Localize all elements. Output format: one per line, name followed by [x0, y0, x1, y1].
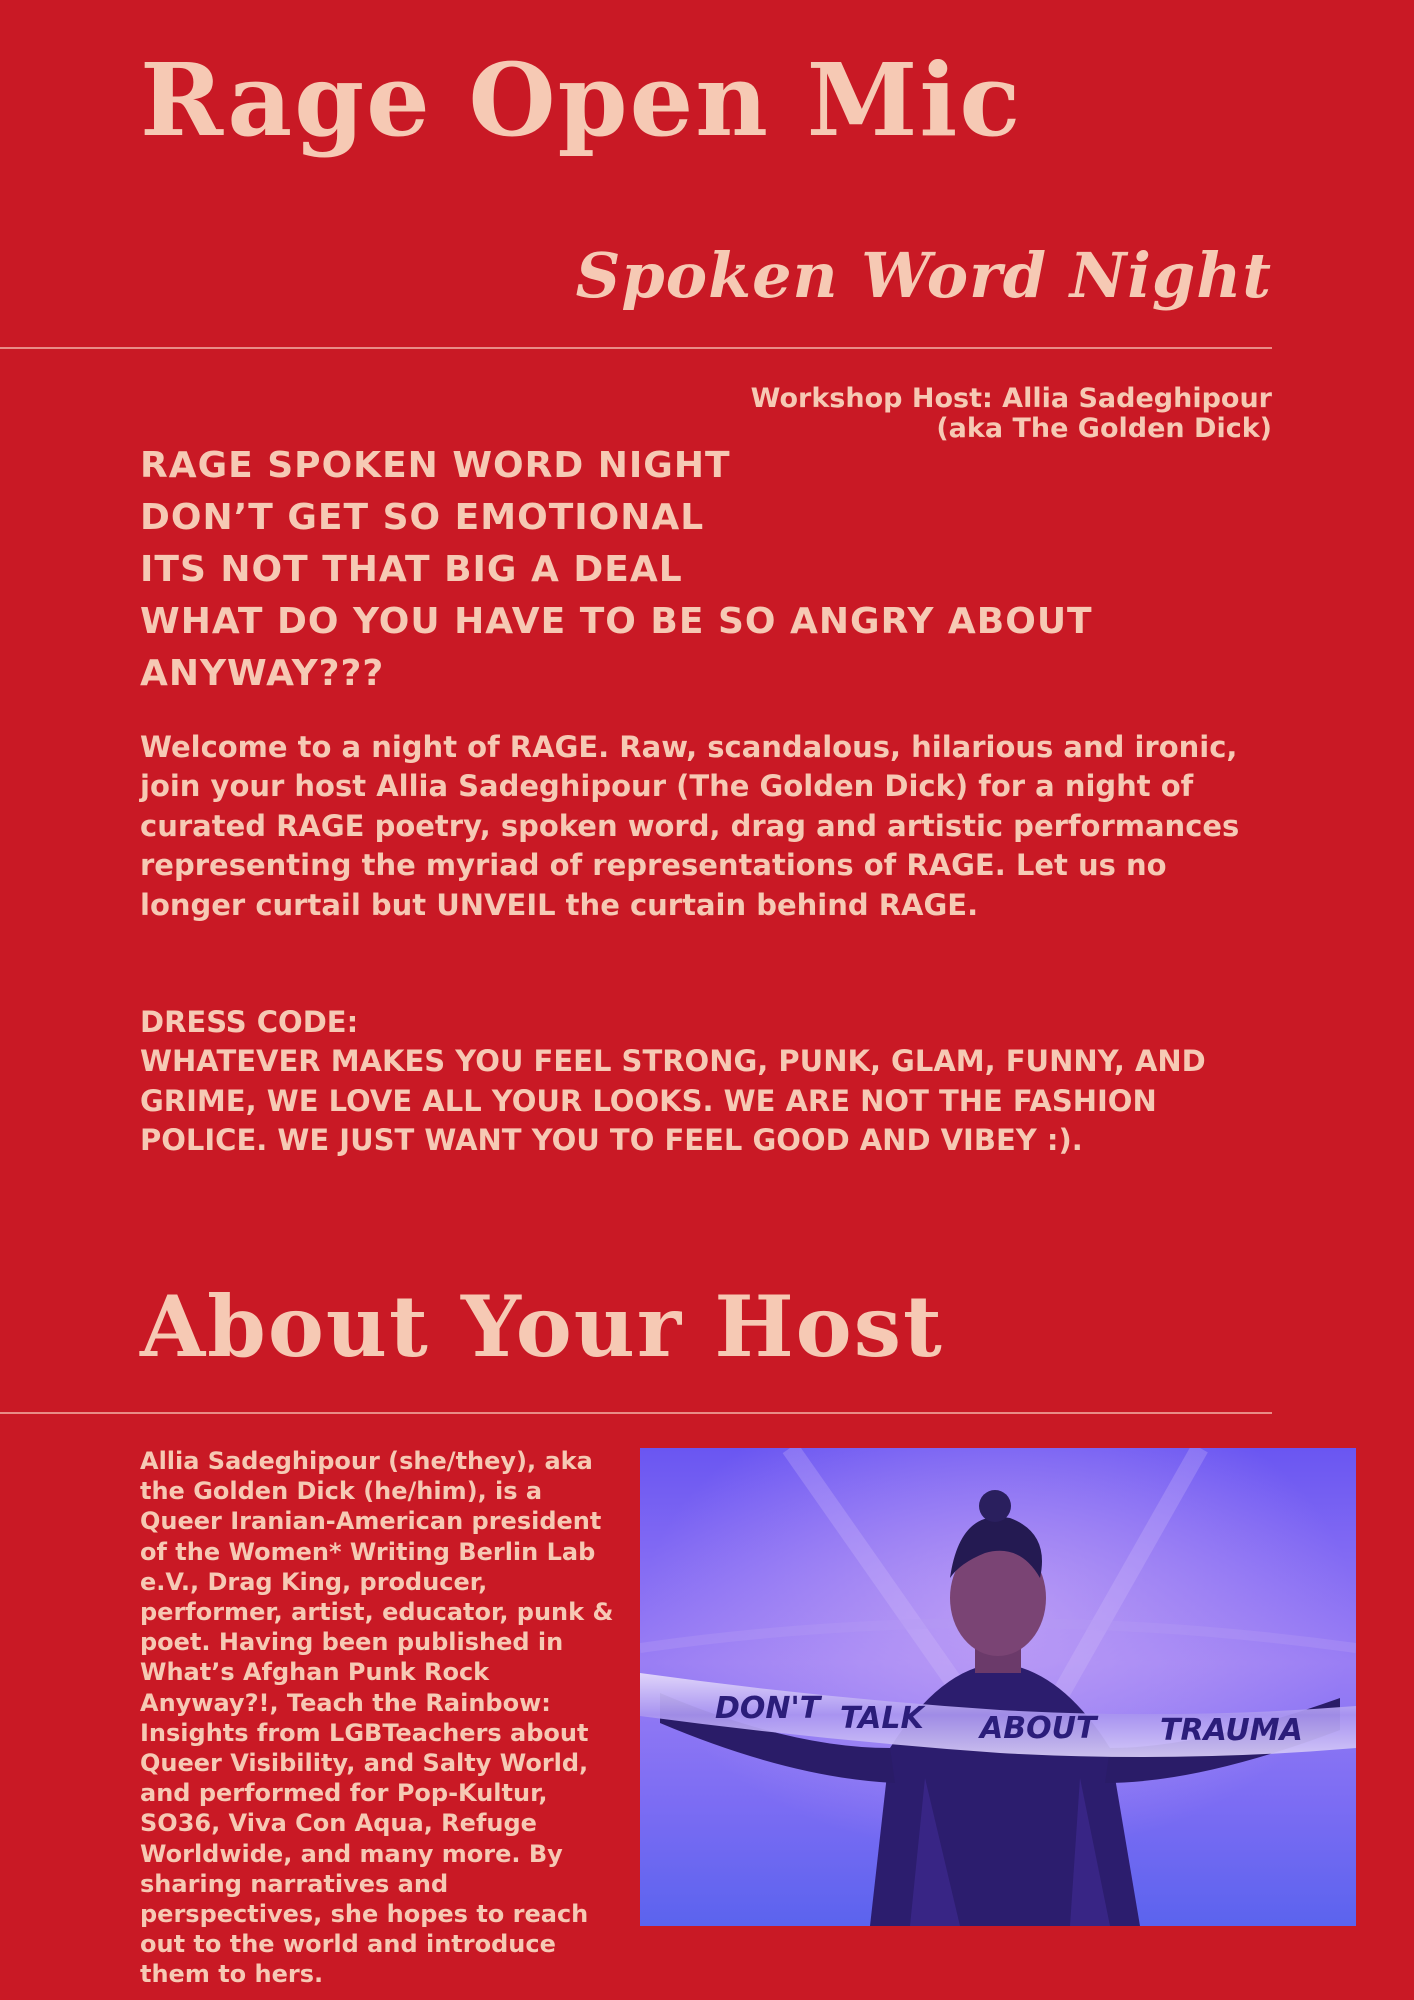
banner-word: TALK: [840, 1701, 924, 1736]
headline-line: ANYWAY???: [140, 653, 385, 694]
welcome-paragraph: Welcome to a night of RAGE. Raw, scandalous, hilarious and ironic, join your host Allia Sadeghipour (The Golden Dick) for a night of curated RAGE poetry, spoken word, drag and artistic performances representing the myriad of representations of RAGE. Let us no longer curtail but UNVEIL the curtain behind RAGE.: [140, 730, 1240, 922]
dress-code-label: DRESS CODE:: [140, 1005, 359, 1039]
about-host-heading: About Your Host: [140, 1277, 944, 1376]
banner-word: ABOUT: [980, 1711, 1097, 1746]
photo-illustration: [640, 1448, 1356, 1926]
banner-word: DON'T: [715, 1691, 821, 1726]
headline-line: RAGE SPOKEN WORD NIGHT: [140, 445, 731, 486]
event-subtitle: Spoken Word Night: [575, 239, 1272, 312]
headline-line: DON’T GET SO EMOTIONAL: [140, 497, 705, 538]
headline-line: ITS NOT THAT BIG A DEAL: [140, 549, 683, 590]
workshop-host-credit: [572, 384, 1272, 444]
headline-line: WHAT DO YOU HAVE TO BE SO ANGRY ABOUT: [140, 601, 1093, 642]
banner-word: TRAUMA: [1160, 1713, 1303, 1748]
dress-code-text: WHATEVER MAKES YOU FEEL STRONG, PUNK, GLAM, FUNNY, AND GRIME, WE LOVE ALL YOUR LOOKS. WE ARE NOT THE FASHION POLICE. WE JUST WANT YOU TO FEEL GOOD AND VIBEY :).: [140, 1044, 1206, 1158]
dress-code-section: [140, 1003, 1270, 1161]
host-credit-alias: (aka The Golden Dick): [936, 413, 1272, 444]
host-bio: Allia Sadeghipour (she/they), aka the Golden Dick (he/him), is a Queer Iranian-American president of the Women* Writing Berlin Lab e.V., Drag King, producer, performer, artist, educator, punk & poet. Having been published in What’s Afghan Punk Rock Anyway?!, Teach the Rainbow: Insights from LGBTeachers about Queer Visibility, and Salty World, and performed for Pop-Kultur, SO36, Viva Con Aqua, Refuge Worldwide, and many more. By sharing narratives and perspectives, she hopes to reach out to the world and introduce them to hers.: [140, 1447, 614, 1989]
host-performance-photo: [640, 1448, 1356, 1926]
rage-headline: [140, 440, 1260, 700]
event-title: Rage Open Mic: [140, 41, 1023, 159]
divider-bottom: [0, 1412, 1272, 1414]
divider-top: [0, 347, 1272, 349]
host-credit-line: Workshop Host: Allia Sadeghipour: [750, 383, 1272, 414]
